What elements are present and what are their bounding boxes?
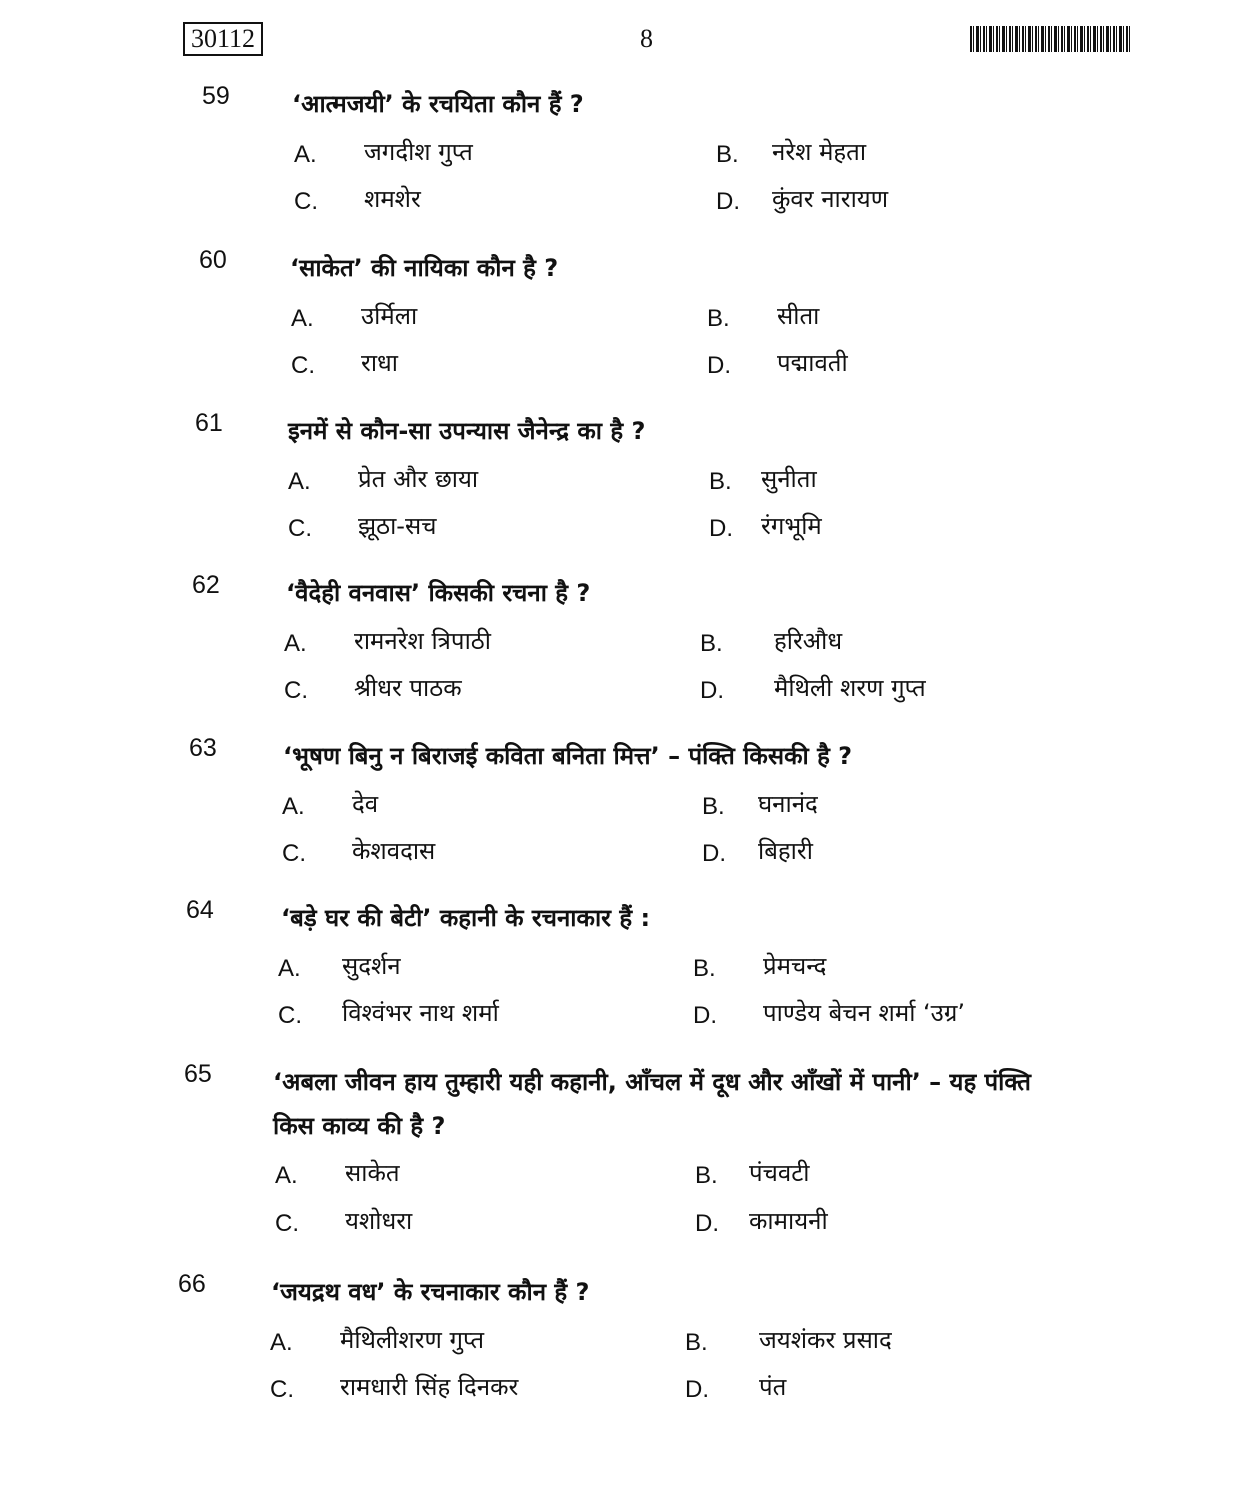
option-text: जगदीश गुप्त [364, 138, 473, 166]
option-text: नरेश मेहता [772, 138, 867, 166]
option-label: D. [716, 188, 740, 215]
option-label: C. [294, 188, 318, 215]
option-label: D. [702, 840, 726, 867]
option-text: बिहारी [758, 837, 813, 865]
option-text: कुंवर नारायण [772, 185, 889, 213]
option-label: C. [270, 1376, 294, 1403]
option-label: C. [275, 1210, 299, 1237]
question-text: ‘भूषण बिनु न बिराजई कविता बनिता मित्त’ – पंक्ति किसकी है ? [283, 742, 853, 770]
option-text: कामायनी [749, 1207, 828, 1235]
option-label: B. [695, 1162, 718, 1189]
option-label: B. [707, 305, 730, 332]
option-text: साकेत [345, 1159, 400, 1187]
option-text: देव [352, 790, 379, 818]
option-label: C. [284, 677, 308, 704]
option-label: D. [709, 515, 733, 542]
option-text: पद्मावती [777, 349, 848, 377]
option-label: A. [288, 468, 311, 495]
question-number: 59 [202, 82, 230, 110]
option-text: केशवदास [352, 837, 436, 865]
question-text: ‘अबला जीवन हाय तुम्हारी यही कहानी, आँचल में दूध और आँखों में पानी’ – यह पंक्ति किस काव्य की है ? [273, 1068, 1031, 1140]
option-text: झूठा-सच [358, 512, 437, 540]
question-number: 60 [199, 246, 227, 274]
option-text: जयशंकर प्रसाद [759, 1326, 892, 1354]
option-text: शमशेर [364, 185, 421, 213]
option-label: C. [278, 1002, 302, 1029]
option-text: यशोधरा [345, 1207, 413, 1235]
option-label: A. [278, 955, 301, 982]
paper-code: 30112 [183, 22, 263, 56]
question-number: 65 [184, 1060, 212, 1088]
option-label: D. [707, 352, 731, 379]
option-label: A. [275, 1162, 298, 1189]
option-label: D. [700, 677, 724, 704]
option-label: D. [685, 1376, 709, 1403]
option-label: B. [702, 793, 725, 820]
option-text: मैथिलीशरण गुप्त [340, 1326, 485, 1354]
option-text: रामनरेश त्रिपाठी [354, 627, 491, 655]
option-text: राधा [361, 349, 399, 377]
option-label: A. [284, 630, 307, 657]
option-text: सुदर्शन [342, 952, 401, 980]
option-text: रामधारी सिंह दिनकर [340, 1373, 519, 1401]
option-text: प्रेत और छाया [358, 465, 479, 493]
option-label: B. [685, 1329, 708, 1356]
option-text: घनानंद [758, 790, 818, 818]
option-label: B. [716, 141, 739, 168]
option-text: सुनीता [761, 465, 817, 493]
option-text: श्रीधर पाठक [354, 674, 462, 702]
option-label: D. [693, 1002, 717, 1029]
option-label: A. [270, 1329, 293, 1356]
option-text: पंचवटी [749, 1159, 810, 1187]
question-text: ‘वैदेही वनवास’ किसकी रचना है ? [286, 579, 591, 607]
option-text: हरिऔध [774, 627, 843, 655]
option-text: मैथिली शरण गुप्त [774, 674, 926, 702]
option-text: रंगभूमि [761, 512, 822, 540]
question-number: 63 [189, 734, 217, 762]
option-label: A. [291, 305, 314, 332]
option-label: C. [282, 840, 306, 867]
option-text: सीता [777, 302, 820, 330]
page-number: 8 [640, 24, 653, 53]
option-text: पाण्डेय बेचन शर्मा ‘उग्र’ [763, 999, 965, 1027]
option-text: पंत [759, 1373, 787, 1401]
question-number: 64 [186, 896, 214, 924]
option-label: C. [291, 352, 315, 379]
question-text: ‘बड़े घर की बेटी’ कहानी के रचनाकार हैं : [281, 904, 651, 932]
option-label: B. [700, 630, 723, 657]
option-label: A. [294, 141, 317, 168]
question-text: ‘जयद्रथ वध’ के रचनाकार कौन हैं ? [271, 1278, 590, 1306]
option-label: B. [693, 955, 716, 982]
option-text: विश्वंभर नाथ शर्मा [342, 999, 499, 1027]
option-text: प्रेमचन्द [763, 952, 827, 980]
question-text: ‘साकेत’ की नायिका कौन है ? [290, 254, 559, 282]
option-label: D. [695, 1210, 719, 1237]
question-number: 62 [192, 571, 220, 599]
barcode-icon [970, 26, 1130, 52]
question-text: ‘आत्मजयी’ के रचयिता कौन हैं ? [292, 90, 584, 118]
option-text: उर्मिला [361, 302, 418, 330]
question-number: 61 [195, 409, 223, 437]
option-label: A. [282, 793, 305, 820]
question-number: 66 [178, 1270, 206, 1298]
option-label: C. [288, 515, 312, 542]
question-text: इनमें से कौन-सा उपन्यास जैनेन्द्र का है ? [288, 417, 646, 445]
option-label: B. [709, 468, 732, 495]
